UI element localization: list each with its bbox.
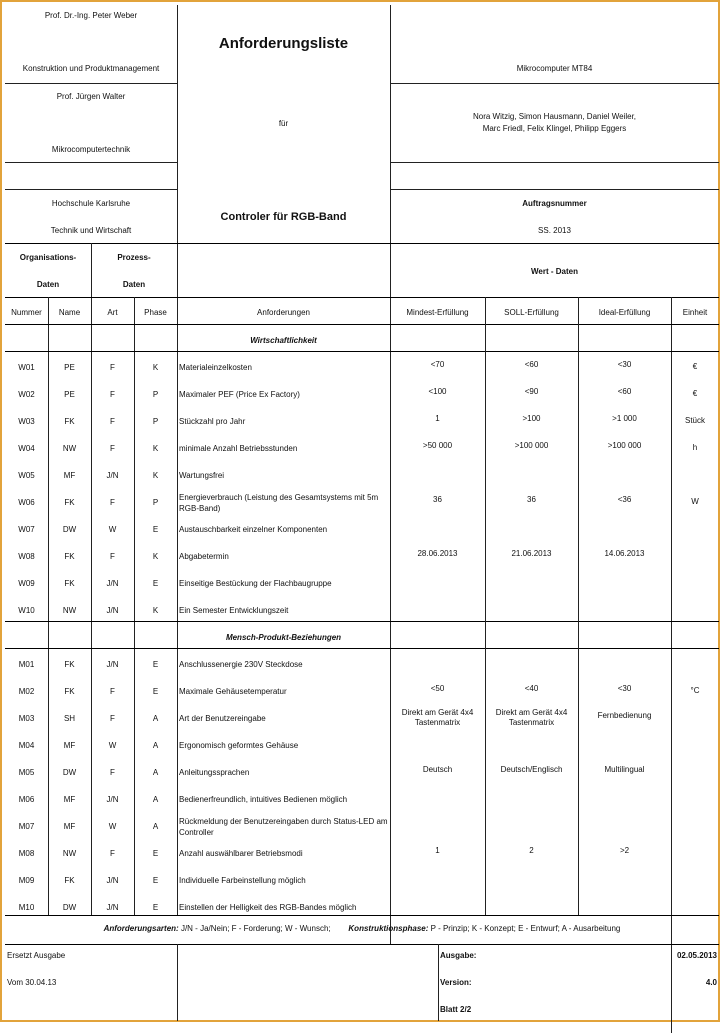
row-number: W04	[18, 444, 35, 453]
legend	[5, 924, 719, 934]
row-name: DW	[62, 903, 77, 912]
col-name: Name	[58, 308, 81, 317]
row-phase: P	[152, 498, 159, 507]
value-min: <70	[430, 360, 445, 369]
issue-date-from: Vom 30.04.13	[7, 978, 57, 987]
grid-hline	[5, 162, 177, 163]
order-number-label: Auftragsnummer	[522, 199, 587, 208]
row-name: PE	[64, 390, 75, 399]
row-type: F	[110, 390, 115, 399]
grid-hline	[5, 648, 719, 649]
row-phase: A	[152, 795, 159, 804]
grid-hline	[5, 351, 719, 352]
row-name: MF	[63, 822, 76, 831]
value-ideal: <30	[617, 684, 632, 693]
row-name: FK	[64, 876, 75, 885]
row-number: M09	[18, 876, 35, 885]
requirement-text-cont: RGB-Band)	[179, 504, 221, 513]
value-min: Direkt am Gerät 4x4 Tastenmatrix	[401, 708, 474, 727]
grid-hline	[5, 621, 719, 622]
value-ideal: <30	[617, 360, 632, 369]
product-name: Mikrocomputer MT84	[516, 64, 593, 73]
row-phase: K	[152, 363, 159, 372]
row-name: MF	[63, 471, 76, 480]
row-name: DW	[62, 525, 77, 534]
department-1: Konstruktion und Produktmanagement	[22, 64, 160, 73]
row-number: M01	[18, 660, 35, 669]
team-line-2: Marc Friedl, Felix Klingel, Philipp Eggers	[482, 124, 627, 133]
value-ideal: <60	[617, 387, 632, 396]
row-type: J/N	[106, 903, 119, 912]
row-number: M05	[18, 768, 35, 777]
department-2: Mikrocomputertechnik	[51, 145, 131, 154]
value-unit: €	[692, 362, 698, 371]
value-min: >50 000	[422, 441, 453, 450]
row-type: F	[110, 768, 115, 777]
requirement-text: Einseitige Bestückung der Flachbaugruppe	[179, 579, 332, 588]
value-unit: W	[691, 497, 699, 506]
value-data-label: Wert - Daten	[531, 267, 578, 276]
row-type: J/N	[106, 606, 119, 615]
row-number: W06	[18, 498, 35, 507]
value-soll: 36	[527, 495, 536, 504]
row-type: F	[110, 363, 115, 372]
row-phase: P	[152, 390, 159, 399]
row-name: NW	[62, 444, 77, 453]
row-number: W05	[18, 471, 35, 480]
legend-types-text: J/N - Ja/Nein; F - Forderung; W - Wunsch;	[180, 924, 331, 933]
value-soll: <60	[524, 360, 539, 369]
grid-vline	[671, 297, 672, 324]
value-unit: Stück	[684, 416, 705, 425]
grid-vline	[48, 297, 49, 915]
row-number: M04	[18, 741, 35, 750]
value-ideal: <36	[617, 495, 632, 504]
requirement-text: Bedienerfreundlich, intuitives Bedienen möglich	[179, 795, 348, 804]
for-label: für	[278, 119, 289, 128]
requirement-text: Maximaler PEF (Price Ex Factory)	[179, 390, 300, 399]
row-phase: E	[152, 687, 159, 696]
school-line-1: Hochschule Karlsruhe	[51, 199, 131, 208]
value-soll: 21.06.2013	[511, 549, 552, 558]
row-number: W01	[18, 363, 35, 372]
col-nummer: Nummer	[11, 308, 42, 317]
row-phase: A	[152, 741, 159, 750]
requirement-text: Einstellen der Helligkeit des RGB-Bandes möglich	[179, 903, 357, 912]
col-soll: SOLL-Erfüllung	[504, 308, 559, 317]
team-line-1: Nora Witzig, Simon Hausmann, Daniel Weiler,	[472, 112, 637, 121]
grid-vline	[485, 297, 486, 324]
requirement-text: Ergonomisch geformtes Gehäuse	[179, 741, 299, 750]
value-soll: 2	[529, 846, 534, 855]
row-number: W02	[18, 390, 35, 399]
professor-2: Prof. Jürgen Walter	[56, 92, 126, 101]
row-type: W	[108, 741, 117, 750]
value-ideal: >2	[619, 846, 630, 855]
value-min: <50	[430, 684, 445, 693]
row-name: FK	[64, 498, 75, 507]
row-phase: E	[152, 876, 159, 885]
order-number-value: SS. 2013	[538, 226, 571, 235]
row-name: DW	[62, 768, 77, 777]
requirements-sheet	[5, 5, 719, 1021]
project-title: Controler für RGB-Band	[220, 211, 347, 223]
row-name: NW	[62, 849, 77, 858]
grid-hline	[5, 189, 177, 190]
legend-phase-label: Konstruktionsphase:	[348, 924, 429, 933]
row-type: J/N	[106, 579, 119, 588]
value-min: 1	[435, 414, 440, 423]
row-name: FK	[64, 552, 75, 561]
section-heading: Mensch-Produkt-Beziehungen	[225, 633, 342, 642]
requirement-text: Anleitungssprachen	[179, 768, 250, 777]
value-min: <100	[428, 387, 447, 396]
grid-vline	[177, 944, 178, 1021]
row-phase: K	[152, 471, 159, 480]
grid-vline	[177, 5, 178, 915]
value-ideal: >1 000	[612, 414, 637, 423]
sheet-value: 2/2	[460, 1005, 472, 1014]
requirement-text: Abgabetermin	[179, 552, 229, 561]
row-type: F	[110, 687, 115, 696]
row-number: W07	[18, 525, 35, 534]
row-number: W09	[18, 579, 35, 588]
row-phase: E	[152, 660, 159, 669]
row-type: F	[110, 444, 115, 453]
replaces-issue: Ersetzt Ausgabe	[7, 951, 66, 960]
row-phase: A	[152, 714, 159, 723]
grid-hline	[5, 243, 719, 244]
value-min: 36	[433, 495, 442, 504]
row-type: F	[110, 498, 115, 507]
requirement-text: Rückmeldung der Benutzereingaben durch Status-LED am	[179, 817, 388, 826]
process-data-label-1: Prozess-	[117, 253, 151, 262]
value-ideal: 14.06.2013	[604, 549, 645, 558]
row-phase: K	[152, 444, 159, 453]
value-soll: Deutsch/Englisch	[500, 765, 563, 774]
value-unit: €	[692, 389, 698, 398]
requirement-text-cont: Controller	[179, 828, 214, 837]
value-min: 28.06.2013	[417, 549, 458, 558]
requirement-text: Individuelle Farbeinstellung möglich	[179, 876, 306, 885]
value-unit: h	[692, 443, 698, 452]
row-phase: P	[152, 417, 159, 426]
row-type: J/N	[106, 471, 119, 480]
requirement-text: Art der Benutzereingabe	[179, 714, 266, 723]
requirement-text: Materialeinzelkosten	[179, 363, 252, 372]
issue-value: 02.05.2013	[676, 951, 717, 960]
grid-hline	[5, 324, 719, 325]
legend-phase-text: P - Prinzip; K - Konzept; E - Entwurf; A - Ausarbeitung	[430, 924, 621, 933]
row-number: M07	[18, 822, 35, 831]
row-phase: A	[152, 822, 159, 831]
row-number: M10	[18, 903, 35, 912]
value-ideal: Fernbedienung	[597, 711, 652, 720]
value-soll: >100 000	[514, 441, 549, 450]
row-number: W08	[18, 552, 35, 561]
requirement-text: Energieverbrauch (Leistung des Gesamtsystems mit 5m	[179, 493, 379, 502]
professor-1: Prof. Dr.-Ing. Peter Weber	[44, 11, 138, 20]
grid-hline	[5, 297, 719, 298]
row-phase: K	[152, 552, 159, 561]
col-einheit: Einheit	[682, 308, 708, 317]
grid-hline	[5, 944, 719, 945]
value-ideal: Multilingual	[604, 765, 645, 774]
row-name: FK	[64, 687, 75, 696]
grid-vline	[438, 944, 439, 1021]
grid-vline	[390, 5, 391, 944]
value-min: 1	[435, 846, 440, 855]
row-type: J/N	[106, 660, 119, 669]
row-phase: E	[152, 579, 159, 588]
requirement-text: Ein Semester Entwicklungszeit	[179, 606, 289, 615]
row-name: FK	[64, 417, 75, 426]
row-phase: E	[152, 525, 159, 534]
requirement-text: Stückzahl pro Jahr	[179, 417, 246, 426]
row-type: W	[108, 822, 117, 831]
row-number: M06	[18, 795, 35, 804]
requirement-text: Anzahl auswählbarer Betriebsmodi	[179, 849, 303, 858]
row-phase: E	[152, 849, 159, 858]
row-number: M03	[18, 714, 35, 723]
process-data-label-2: Daten	[122, 280, 146, 289]
org-data-label-2: Daten	[36, 280, 60, 289]
row-name: SH	[63, 714, 76, 723]
row-phase: A	[152, 768, 159, 777]
row-number: W10	[18, 606, 35, 615]
col-ideal: Ideal-Erfüllung	[598, 308, 651, 317]
value-soll: Direkt am Gerät 4x4 Tastenmatrix	[495, 708, 568, 727]
row-name: MF	[63, 741, 76, 750]
grid-vline	[91, 243, 92, 915]
document-title: Anforderungsliste	[218, 35, 349, 52]
requirement-text: minimale Anzahl Betriebsstunden	[179, 444, 298, 453]
section-heading: Wirtschaftlichkeit	[250, 336, 317, 345]
row-phase: K	[152, 606, 159, 615]
version-label: Version:	[440, 978, 472, 987]
row-type: W	[108, 525, 117, 534]
version-value: 4.0	[705, 978, 717, 987]
row-type: F	[110, 849, 115, 858]
grid-vline	[578, 297, 579, 324]
value-soll: <40	[524, 684, 539, 693]
row-number: W03	[18, 417, 35, 426]
sheet-label: Blatt	[440, 1005, 458, 1014]
row-phase: E	[152, 903, 159, 912]
requirement-text: Anschlussenergie 230V Steckdose	[179, 660, 303, 669]
value-soll: >100	[522, 414, 541, 423]
row-type: F	[110, 714, 115, 723]
grid-hline	[390, 189, 719, 190]
grid-vline	[485, 324, 486, 915]
school-line-2: Technik und Wirtschaft	[50, 226, 132, 235]
col-phase: Phase	[144, 308, 167, 317]
grid-vline	[134, 297, 135, 915]
value-ideal: >100 000	[607, 441, 642, 450]
row-name: FK	[64, 660, 75, 669]
value-min: Deutsch	[422, 765, 453, 774]
row-type: J/N	[106, 795, 119, 804]
sheet-number	[440, 1005, 471, 1015]
value-unit: °C	[690, 686, 700, 695]
value-soll: <90	[524, 387, 539, 396]
row-name: PE	[64, 363, 75, 372]
grid-hline	[390, 162, 719, 163]
row-name: MF	[63, 795, 76, 804]
grid-hline	[390, 83, 719, 84]
row-name: NW	[62, 606, 77, 615]
grid-hline	[5, 915, 719, 916]
col-anforderungen: Anforderungen	[257, 308, 310, 317]
issue-label: Ausgabe:	[440, 951, 477, 960]
grid-vline	[578, 324, 579, 915]
requirement-text: Wartungsfrei	[179, 471, 225, 480]
grid-hline	[5, 83, 177, 84]
row-type: F	[110, 552, 115, 561]
col-mindest: Mindest-Erfüllung	[406, 308, 469, 317]
col-art: Art	[107, 308, 118, 317]
requirement-text: Maximale Gehäusetemperatur	[179, 687, 287, 696]
legend-types-label: Anforderungsarten:	[103, 924, 179, 933]
row-number: M08	[18, 849, 35, 858]
requirement-text: Austauschbarkeit einzelner Komponenten	[179, 525, 328, 534]
row-number: M02	[18, 687, 35, 696]
row-type: J/N	[106, 876, 119, 885]
org-data-label-1: Organisations-	[19, 253, 77, 262]
row-name: FK	[64, 579, 75, 588]
row-type: F	[110, 417, 115, 426]
